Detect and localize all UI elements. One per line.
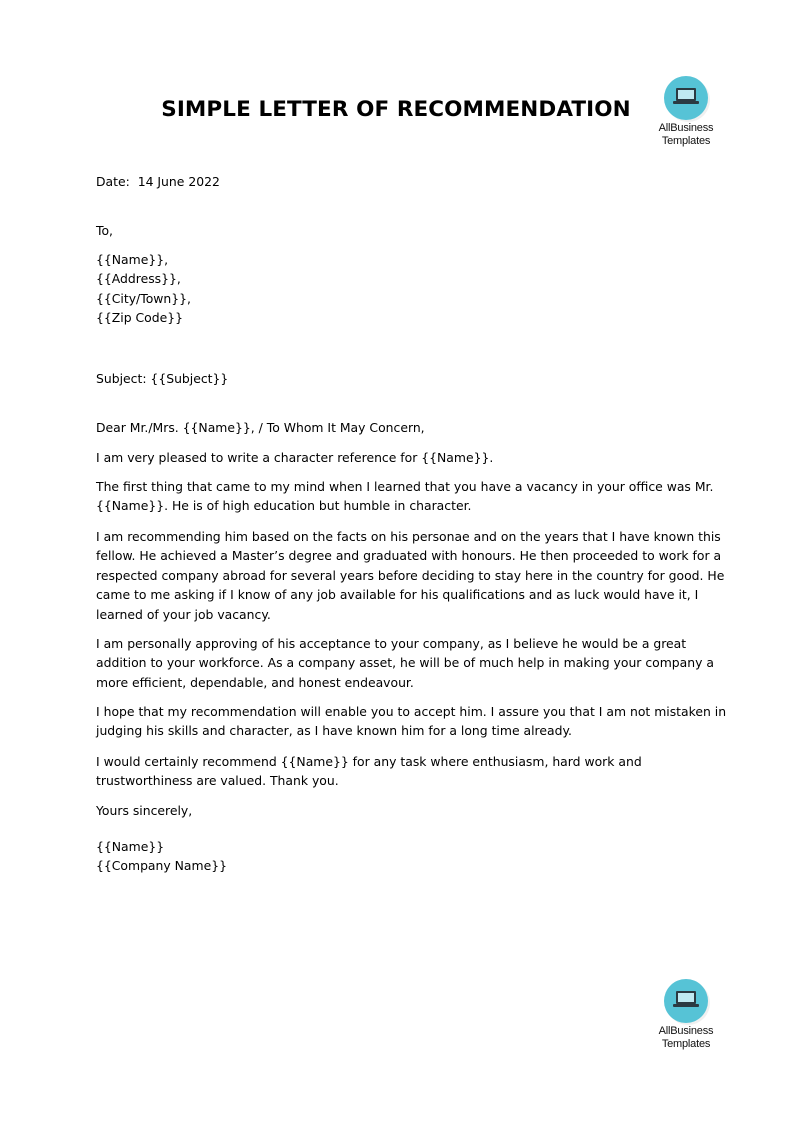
body-paragraph: I am recommending him based on the facts on his personae and on the years that I have known this fellow. He achieved a Master’s degree and graduated with honours. He then proceeded to work for a respected company abroad for several years before deciding to stay here in the country for good. He came to me asking if I know of any job available for his qualifications and as luck would have it, I learned of your job vacancy. bbox=[96, 529, 725, 622]
subject-line: Subject: {{Subject}} bbox=[96, 371, 229, 386]
logo-text: AllBusiness Templates bbox=[658, 1025, 714, 1050]
signature-name: {{Name}} bbox=[96, 839, 165, 854]
signature-company: {{Company Name}} bbox=[96, 858, 227, 874]
document-title: SIMPLE LETTER OF RECOMMENDATION bbox=[161, 97, 631, 122]
body-paragraph: I hope that my recommendation will enable you to accept him. I assure you that I am not mistaken in judging his skills and character, as I have known him for a long time already. bbox=[96, 704, 727, 739]
to-line: To, bbox=[96, 223, 113, 238]
date-value: 14 June 2022 bbox=[137, 174, 220, 189]
address-line: {{City/Town}}, bbox=[96, 290, 191, 306]
body-paragraph: I would certainly recommend {{Name}} for any task where enthusiasm, hard work and trustworthiness are valued. Thank you. bbox=[96, 754, 642, 789]
logo-text: AllBusiness Templates bbox=[658, 122, 714, 147]
body-paragraph: I am very pleased to write a character reference for {{Name}}. bbox=[96, 450, 494, 465]
allbusiness-logo-top bbox=[641, 76, 731, 148]
laptop-icon bbox=[664, 979, 708, 1023]
address-line: {{Address}}, bbox=[96, 271, 181, 287]
date-line bbox=[96, 172, 220, 191]
signature-block bbox=[96, 837, 708, 876]
salutation: Dear Mr./Mrs. {{Name}}, / To Whom It May Concern, bbox=[96, 420, 425, 435]
closing: Yours sincerely, bbox=[96, 803, 193, 818]
body-paragraph: The first thing that came to my mind when I learned that you have a vacancy in your office was Mr. {{Name}}. He is of high education but humble in character. bbox=[96, 479, 714, 514]
date-label: Date: bbox=[96, 174, 130, 189]
allbusiness-logo-bottom bbox=[641, 979, 731, 1051]
address-line: {{Name}}, bbox=[96, 252, 169, 267]
laptop-icon bbox=[664, 76, 708, 120]
address-line: {{Zip Code}} bbox=[96, 310, 183, 326]
recipient-address bbox=[96, 250, 191, 328]
body-paragraph: I am personally approving of his acceptance to your company, as I believe he would be a great addition to your workforce. As a company asset, he will be of much help in making your company a more efficient, dependable, and honest endeavour. bbox=[96, 636, 714, 690]
